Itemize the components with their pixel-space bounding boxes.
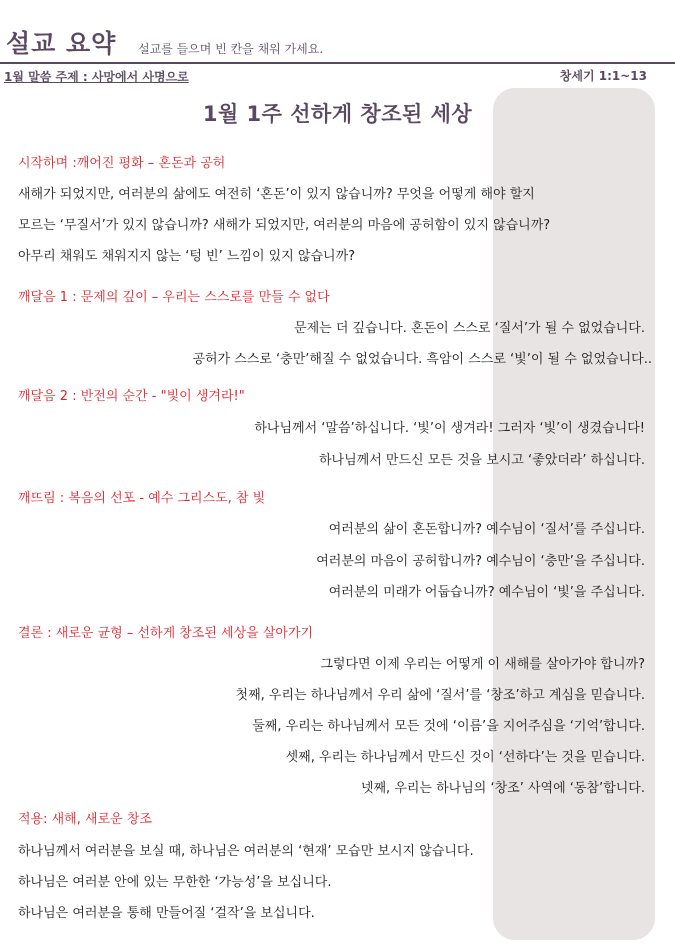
apply-line: 하나님은 여러분을 통해 만들어질 ‘걸작’을 보십니다.	[18, 906, 315, 921]
apply-line: 하나님께서 여러분을 보실 때, 하나님은 여러분의 ‘현재’ 모습만 보시지 않습니다.	[18, 844, 474, 859]
sermon-title: 1월 1주 선하게 창조된 세상	[202, 102, 473, 126]
section-title-conclusion: 결론 : 새로운 균형 – 선하게 창조된 세상을 살아가기	[18, 626, 314, 641]
page-header	[0, 0, 675, 90]
intro-line: 아무리 채워도 채워지지 않는 ‘텅 빈’ 느낌이 있지 않습니까?	[18, 249, 356, 264]
realize1-line: 공허가 스스로 ‘충만’해질 수 없었습니다. 흑암이 스스로 ‘빛’이 될 수 없었습니다..	[192, 352, 652, 367]
section-title-realize2: 깨달음 2 : 반전의 순간 - "빛이 생겨라!"	[18, 389, 245, 404]
conclusion-line: 둘째, 우리는 하나님께서 모든 것에 ‘이름’을 지어주심을 ‘기억’합니다.	[252, 719, 645, 734]
scripture-reference: 창세기 1:1~13	[559, 69, 647, 83]
insight-line: 여러분의 미래가 어둡습니까? 예수님이 ‘빛’을 주십니다.	[328, 585, 645, 600]
realize2-line: 하나님께서 ‘말씀’하십니다. ‘빛’이 생겨라! 그러자 ‘빛’이 생겼습니다!	[254, 421, 645, 436]
conclusion-line: 그렇다면 이제 우리는 어떻게 이 새해를 살아가야 합니까?	[320, 657, 645, 672]
insight-line: 여러분의 마음이 공허합니까? 예수님이 ‘충만’을 주십니다.	[316, 554, 645, 569]
realize1-line: 문제는 더 깊습니다. 혼돈이 스스로 ‘질서’가 될 수 없었습니다.	[294, 321, 645, 336]
header-divider	[0, 62, 675, 64]
section-title-intro: 시작하며 :깨어진 평화 – 혼돈과 공허	[18, 156, 226, 171]
section-title-realize1: 깨달음 1 : 문제의 깊이 – 우리는 스스로를 만들 수 없다	[18, 290, 330, 305]
monthly-theme: 1월 말씀 주제 : 사망에서 사명으로	[4, 70, 189, 84]
section-title-insight: 깨뜨림 : 복음의 선포 - 예수 그리스도, 참 빛	[18, 491, 266, 506]
conclusion-line: 넷째, 우리는 하나님의 ‘창조’ 사역에 ‘동참’합니다.	[360, 781, 645, 796]
conclusion-line: 첫째, 우리는 하나님께서 우리 삶에 ‘질서’를 ‘창조’하고 계심을 믿습니다.	[235, 688, 645, 703]
intro-line: 새해가 되었지만, 여러분의 삶에도 여전히 ‘혼돈’이 있지 않습니까? 무엇을 어떻게 해야 할지	[18, 187, 535, 202]
conclusion-line: 셋째, 우리는 하나님께서 만드신 것이 ‘선하다’는 것을 믿습니다.	[285, 750, 645, 765]
apply-line: 하나님은 여러분 안에 있는 무한한 ‘가능성’을 보십니다.	[18, 875, 332, 890]
page-title: 설교 요약	[6, 29, 117, 58]
realize2-line: 하나님께서 만드신 모든 것을 보시고 ‘좋았더라’ 하십니다.	[318, 453, 645, 468]
section-title-apply: 적용: 새해, 새로운 창조	[18, 812, 152, 827]
page-subtitle: 설교를 들으며 빈 칸을 채워 가세요.	[138, 42, 324, 56]
insight-line: 여러분의 삶이 혼돈합니까? 예수님이 ‘질서’를 주십니다.	[328, 522, 645, 537]
intro-line: 모르는 ‘무질서’가 있지 않습니까? 새해가 되었지만, 여러분의 마음에 공허함이 있지 않습니까?	[18, 218, 551, 233]
